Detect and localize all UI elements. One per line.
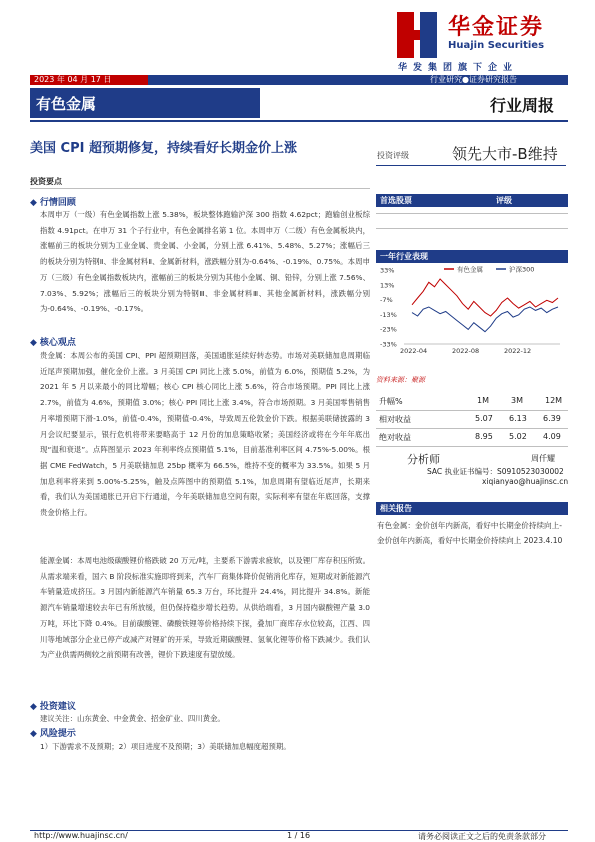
rating-value: 领先大市-B维持: [452, 145, 558, 163]
y-tick-label: -33%: [380, 340, 397, 349]
performance-table: [376, 393, 568, 447]
footer-website-link[interactable]: http://www.huajinsc.cn/: [34, 831, 128, 840]
section-text-risk: 1）下游需求不及预期；2）项目进度不及预期；3）美联储加息幅度超预期。: [40, 742, 291, 751]
x-tick-label: 2022-12: [504, 347, 532, 355]
table-header-row: 升幅% 1M 3M 12M: [376, 393, 568, 411]
brand-name-cn: 华金证券: [448, 15, 545, 40]
related-report-date: 2023.4.10: [523, 536, 563, 545]
brand-slogan: 华发集团旗下企业: [398, 63, 519, 73]
y-tick-label: -7%: [380, 296, 393, 305]
breadcrumb: 行业研究●证券研究报告: [430, 75, 517, 84]
section-text-precious-metals: 贵金属：本周公布的美国 CPI、PPI 超预期回落，美国通胀延续好转态势。市场对美联储加息周期临近尾声预期加强，催化金价上涨。3 月美国 CPI 同比上涨 5.0%，前值为 6.0%，预期值 5.2%，为 2021 年 5 月以来最小的同比增幅；核心 CPI 核心同比上涨 5.6%，符合市场预期。PPI 同比上涨 2.7%，前值为 4.6%，预期值 3.0%；核心 PPI 同比上涨 3.4%，符合市场预期。3 月美国零售销售月率增预期下滑-1.0%，前值-0.4%，预期值-0.4%，导致周五伦敦金价下跌。根据美联储披露的 3 月会议纪要显示，银行危机将带来要略高于 12 月份的加息策略收紧；美国经济或将在今年年底出现“温和衰退”。点阵图显示 2023 年利率终点预期值 5.1%，目前基准利率区间 4.75%-5.00%。根据 CME FedWatch，5 月美联储加息 25bp 概率为 66.5%，维持不变的概率为 33.5%。如果 5 月加息利率将来到 5.00%-5.25%，触及点阵图中的预期值 5.1%，加息周期有望临近尾声，长期来看，我们认为美国通胀已开启下行通道，今年美联储加息空间有限，实际利率有望在年底回落，支撑贵金价格上行。: [40, 351, 370, 518]
related-report-link[interactable]: 有色金属：金价创年内新高，看好中长期金价持续向上-金价创年内新高，看好中长期金价持续向上 2023.4.10: [377, 521, 563, 545]
table-row: 绝对收益 8.95 5.02 4.09: [376, 429, 568, 447]
top-picks-divider: [376, 213, 568, 214]
section-heading-core-view: ◆ 核心观点: [30, 338, 76, 348]
y-tick-label: 33%: [380, 266, 395, 275]
page-number: 1 / 16: [287, 831, 311, 840]
header-divider: [30, 120, 568, 122]
key-points-heading: 投资要点: [30, 177, 62, 186]
sector-name: 有色金属: [36, 95, 97, 113]
series-line-1: [412, 307, 558, 332]
analyst-email[interactable]: xiqianyao@huajinsc.cn: [482, 477, 569, 486]
rating-divider: [376, 165, 566, 166]
analyst-role: 分析师: [407, 453, 440, 466]
top-picks-divider: [376, 228, 568, 229]
diamond-bullet-icon: ◆: [30, 729, 37, 739]
x-tick-label: 2022-08: [452, 347, 480, 355]
huajin-logo-icon: [397, 12, 437, 58]
brand-name-en: Huajin Securities: [448, 40, 545, 51]
report-type: 行业周报: [490, 96, 555, 115]
section-heading-review: ◆ 行情回顾: [30, 198, 76, 208]
report-title: 美国 CPI 超预期修复，持续看好长期金价上涨: [30, 141, 297, 156]
y-tick-label: -23%: [380, 325, 397, 334]
performance-chart: [378, 264, 566, 356]
x-tick-label: 2022-04: [400, 347, 428, 355]
related-reports-header: 相关报告: [376, 502, 568, 515]
report-date: 2023 年 04 月 17 日: [34, 75, 112, 84]
disclaimer-note: 请务必阅读正文之后的免责条款部分: [418, 832, 546, 841]
legend-label: 有色金属: [457, 265, 483, 274]
y-tick-label: -13%: [380, 310, 397, 319]
analyst-sac-number: SAC 执业证书编号：S0910523030002: [427, 467, 564, 476]
y-tick-label: 13%: [380, 281, 395, 290]
diamond-bullet-icon: ◆: [30, 702, 37, 712]
top-picks-header: 首选股票 评级: [376, 194, 568, 207]
diamond-bullet-icon: ◆: [30, 198, 37, 208]
diamond-bullet-icon: ◆: [30, 338, 37, 348]
key-points-divider: [30, 188, 370, 189]
legend-label: 沪深300: [509, 265, 535, 274]
section-text-review: 本周申万（一级）有色金属指数上涨 5.38%，板块整体跑输沪深 300 指数 4.62pct；跑输创业板综指数 4.91pct。在申万 31 个子行业中，有色金属排名第 1 位。本周申万（二级）有色金属板块内，涨幅前三的板块分别为工业金属、贵金属、小金属，分别上涨 6.41%、5.48%、5.27%；涨幅后三的板块分别为特钢Ⅱ、非金属材料Ⅱ、金属新材料，涨跌幅分别为-0.64%、-0.19%、0.75%。本周申万（三级）有色金属指数板块内，涨幅前三的板块分别为其他小金属、铜、铅锌，分别上涨 7.56%、7.03%、5.92%；涨幅后三的板块分别为特钢Ⅲ、非金属材料Ⅲ、其他金属新材料，涨跌幅分别为-0.64%、-0.19%、-0.17%。: [40, 210, 370, 314]
performance-header: 一年行业表现: [376, 250, 568, 263]
section-text-advice: 建议关注：山东黄金、中金黄金、招金矿业、四川黄金。: [40, 714, 225, 723]
section-text-energy-metals: 能源金属：本周电池级碳酸锂价格跌破 20 万元/吨，主要系下游需求疲软，以及锂厂库存积压所致。从需求端来看，国六 B 阶段标准实施即将到来，汽车厂商集体降价促销消化库存，短期或对新能源汽车销量造成挤压。3 月国内新能源汽车销量 65.3 万台，环比提升 24.4%，同比提升 34.8%。新能源汽车销量增速较去年已有所放缓，但仍保持稳步增长趋势。从供给端看，3 月国内碳酸锂产量 3.0 万吨，环比下降 0.4%。目前碳酸锂、磷酸铁锂等价格持续下探，叠加厂商库存水位较高，江西、四川等地域部分企业已停产或减产对锂矿的开采，导致近期碳酸锂、氢氧化锂等价格下跌减少。我们认为产业供需两侧较之前预期有改善，锂价下跌速度有望放缓。: [40, 556, 370, 660]
analyst-name: 周仟耀: [531, 454, 555, 463]
section-heading-advice: ◆ 投资建议: [30, 702, 76, 712]
rating-label: 投资评级: [377, 151, 409, 160]
chart-source: 资料来源：聚源: [376, 376, 425, 384]
section-heading-risk: ◆ 风险提示: [30, 729, 76, 739]
table-row: 相对收益 5.07 6.13 6.39: [376, 411, 568, 429]
